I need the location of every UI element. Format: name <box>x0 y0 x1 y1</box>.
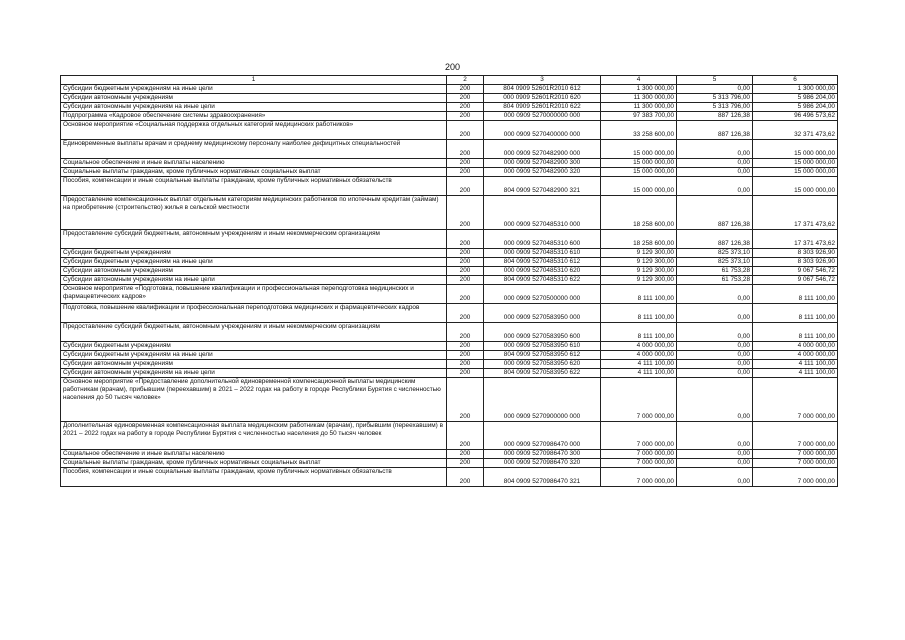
row-value-col5: 0,00 <box>677 378 753 422</box>
page-number: 200 <box>444 62 461 72</box>
row-name: Пособия, компенсации и иные социальные выплаты гражданам, кроме публичных нормативных обязательств <box>61 468 447 487</box>
row-name: Социальные выплаты гражданам, кроме публичных нормативных социальных выплат <box>61 168 447 177</box>
row-name: Субсидии бюджетным учреждениям <box>61 342 447 351</box>
row-code: 200 <box>447 103 484 112</box>
row-name: Подготовка, повышение квалификации и профессиональная переподготовка медицинских и фармацевтических кадров <box>61 304 447 323</box>
row-classification: 000 0909 5270482900 000 <box>484 140 601 159</box>
row-code: 200 <box>447 112 484 121</box>
row-value-col5: 0,00 <box>677 360 753 369</box>
row-value-col5: 887 126,38 <box>677 121 753 140</box>
row-value-col4: 4 000 000,00 <box>601 351 677 360</box>
row-classification: 000 0909 5270485310 620 <box>484 267 601 276</box>
table-row <box>61 177 838 196</box>
row-value-col5: 5 313 796,00 <box>677 103 753 112</box>
row-value-col6: 8 303 926,90 <box>753 249 838 258</box>
table-row <box>61 378 838 422</box>
row-value-col5: 0,00 <box>677 468 753 487</box>
row-name: Субсидии бюджетным учреждениям на иные цели <box>61 85 447 94</box>
row-value-col4: 7 000 000,00 <box>601 459 677 468</box>
column-header: 3 <box>484 76 601 85</box>
row-classification: 000 0909 5270400000 000 <box>484 121 601 140</box>
row-value-col6: 4 111 100,00 <box>753 360 838 369</box>
row-code: 200 <box>447 267 484 276</box>
row-value-col4: 7 000 000,00 <box>601 422 677 450</box>
row-value-col4: 11 300 000,00 <box>601 94 677 103</box>
row-name: Социальное обеспечение и иные выплаты населению <box>61 450 447 459</box>
row-value-col6: 8 111 100,00 <box>753 304 838 323</box>
row-name: Субсидии бюджетным учреждениям <box>61 249 447 258</box>
row-value-col6: 7 000 000,00 <box>753 378 838 422</box>
row-value-col4: 4 000 000,00 <box>601 342 677 351</box>
row-name: Социальные выплаты гражданам, кроме публичных нормативных социальных выплат <box>61 459 447 468</box>
row-name: Основное мероприятие «Социальная поддержка отдельных категорий медицинских работников» <box>61 121 447 140</box>
row-code: 200 <box>447 94 484 103</box>
row-code: 200 <box>447 258 484 267</box>
row-value-col6: 8 111 100,00 <box>753 285 838 304</box>
row-code: 200 <box>447 378 484 422</box>
row-code: 200 <box>447 468 484 487</box>
row-value-col4: 9 129 300,00 <box>601 276 677 285</box>
row-code: 200 <box>447 140 484 159</box>
row-name: Основное мероприятие «Предоставление дополнительной единовременной компенсационной выплаты медицинским работникам (врачам), прибывшим (переехавшим) в 2021 – 2022 годах на работу в городе Республики Бурятия с численностью населения до 50 тысяч человек» <box>61 378 447 422</box>
row-classification: 000 0909 52601R2010 620 <box>484 94 601 103</box>
row-code: 200 <box>447 230 484 249</box>
row-value-col5: 0,00 <box>677 159 753 168</box>
row-code: 200 <box>447 196 484 230</box>
row-classification: 000 0909 5270583950 610 <box>484 342 601 351</box>
row-code: 200 <box>447 276 484 285</box>
table-row <box>61 468 838 487</box>
row-name: Подпрограмма «Кадровое обеспечение системы здравоохранения» <box>61 112 447 121</box>
row-value-col5: 5 313 796,00 <box>677 94 753 103</box>
row-value-col6: 32 371 473,62 <box>753 121 838 140</box>
row-value-col5: 0,00 <box>677 459 753 468</box>
row-name: Субсидии автономным учреждениям <box>61 267 447 276</box>
row-classification: 804 0909 5270583950 612 <box>484 351 601 360</box>
row-name: Субсидии автономным учреждениям на иные цели <box>61 276 447 285</box>
row-value-col4: 1 300 000,00 <box>601 85 677 94</box>
row-value-col4: 18 258 600,00 <box>601 196 677 230</box>
row-value-col4: 33 258 600,00 <box>601 121 677 140</box>
row-name: Субсидии автономным учреждениям <box>61 94 447 103</box>
row-value-col4: 7 000 000,00 <box>601 468 677 487</box>
row-classification: 000 0909 5270986470 320 <box>484 459 601 468</box>
row-value-col6: 8 303 926,90 <box>753 258 838 267</box>
row-value-col5: 0,00 <box>677 450 753 459</box>
row-value-col4: 7 000 000,00 <box>601 450 677 459</box>
row-name: Единовременные выплаты врачам и среднему медицинскому персоналу наиболее дефицитных специальностей <box>61 140 447 159</box>
table-row <box>61 360 838 369</box>
row-value-col4: 15 000 000,00 <box>601 140 677 159</box>
row-name: Субсидии бюджетным учреждениям на иные цели <box>61 351 447 360</box>
row-value-col6: 4 000 000,00 <box>753 342 838 351</box>
row-code: 200 <box>447 249 484 258</box>
row-value-col6: 1 300 000,00 <box>753 85 838 94</box>
row-code: 200 <box>447 323 484 342</box>
row-value-col6: 5 986 204,00 <box>753 103 838 112</box>
row-value-col5: 887 126,38 <box>677 196 753 230</box>
row-value-col4: 9 129 300,00 <box>601 249 677 258</box>
table-row <box>61 140 838 159</box>
table-row <box>61 267 838 276</box>
row-value-col5: 0,00 <box>677 351 753 360</box>
row-classification: 804 0909 5270485310 622 <box>484 276 601 285</box>
column-header: 6 <box>753 76 838 85</box>
row-value-col4: 15 000 000,00 <box>601 177 677 196</box>
table-row <box>61 112 838 121</box>
row-value-col6: 17 371 473,62 <box>753 230 838 249</box>
row-value-col4: 7 000 000,00 <box>601 378 677 422</box>
row-value-col6: 4 000 000,00 <box>753 351 838 360</box>
table-row <box>61 230 838 249</box>
row-value-col5: 0,00 <box>677 304 753 323</box>
row-value-col4: 11 300 000,00 <box>601 103 677 112</box>
row-value-col5: 61 753,28 <box>677 267 753 276</box>
row-code: 200 <box>447 360 484 369</box>
row-value-col4: 8 111 100,00 <box>601 323 677 342</box>
row-value-col5: 825 373,10 <box>677 249 753 258</box>
row-classification: 804 0909 5270482900 321 <box>484 177 601 196</box>
row-value-col4: 18 258 600,00 <box>601 230 677 249</box>
row-value-col4: 15 000 000,00 <box>601 159 677 168</box>
row-value-col6: 15 000 000,00 <box>753 177 838 196</box>
column-header: 1 <box>61 76 447 85</box>
row-classification: 000 0909 5270986470 000 <box>484 422 601 450</box>
row-value-col6: 15 000 000,00 <box>753 168 838 177</box>
row-value-col4: 9 129 300,00 <box>601 267 677 276</box>
row-value-col5: 0,00 <box>677 85 753 94</box>
row-code: 200 <box>447 304 484 323</box>
table-header-row <box>61 76 838 85</box>
row-value-col5: 0,00 <box>677 369 753 378</box>
row-name: Основное мероприятие «Подготовка, повышение квалификации и профессиональная переподготовка медицинских и фармацевтических кадров» <box>61 285 447 304</box>
table-row <box>61 94 838 103</box>
row-value-col6: 4 111 100,00 <box>753 369 838 378</box>
row-classification: 000 0909 5270583950 000 <box>484 304 601 323</box>
row-value-col5: 0,00 <box>677 168 753 177</box>
table-row <box>61 422 838 450</box>
row-name: Субсидии бюджетным учреждениям на иные цели <box>61 258 447 267</box>
row-classification: 000 0909 5270482900 320 <box>484 168 601 177</box>
row-classification: 804 0909 5270986470 321 <box>484 468 601 487</box>
table-row <box>61 249 838 258</box>
row-value-col6: 8 111 100,00 <box>753 323 838 342</box>
row-value-col4: 8 111 100,00 <box>601 304 677 323</box>
row-classification: 000 0909 5270485310 600 <box>484 230 601 249</box>
row-classification: 804 0909 52601R2010 612 <box>484 85 601 94</box>
row-value-col5: 825 373,10 <box>677 258 753 267</box>
row-value-col6: 15 000 000,00 <box>753 159 838 168</box>
row-classification: 000 0909 5270000000 000 <box>484 112 601 121</box>
table-row <box>61 85 838 94</box>
row-value-col6: 15 000 000,00 <box>753 140 838 159</box>
row-code: 200 <box>447 342 484 351</box>
table-row <box>61 103 838 112</box>
row-value-col5: 0,00 <box>677 140 753 159</box>
column-header: 4 <box>601 76 677 85</box>
table-row <box>61 285 838 304</box>
row-classification: 000 0909 5270500000 000 <box>484 285 601 304</box>
row-value-col5: 0,00 <box>677 177 753 196</box>
row-code: 200 <box>447 459 484 468</box>
row-value-col4: 97 383 700,00 <box>601 112 677 121</box>
table-row <box>61 168 838 177</box>
row-name: Субсидии автономным учреждениям на иные цели <box>61 369 447 378</box>
table-row <box>61 323 838 342</box>
table-row <box>61 196 838 230</box>
row-value-col5: 887 126,38 <box>677 112 753 121</box>
row-value-col5: 0,00 <box>677 285 753 304</box>
row-name: Субсидии автономным учреждениям <box>61 360 447 369</box>
column-header: 5 <box>677 76 753 85</box>
row-name: Предоставление субсидий бюджетным, автономным учреждениям и иным некоммерческим организациям <box>61 323 447 342</box>
row-code: 200 <box>447 168 484 177</box>
row-classification: 000 0909 5270485310 000 <box>484 196 601 230</box>
table-row <box>61 258 838 267</box>
row-value-col6: 9 067 546,72 <box>753 276 838 285</box>
row-value-col6: 7 000 000,00 <box>753 468 838 487</box>
table-row <box>61 351 838 360</box>
row-name: Дополнительная единовременная компенсационная выплата медицинским работникам (врачам), прибывшим (переехавшим) в 2021 – 2022 годах на работу в городе Республики Бурятия с численностью населения до 50 тысяч человек <box>61 422 447 450</box>
row-name: Пособия, компенсации и иные социальные выплаты гражданам, кроме публичных нормативных обязательств <box>61 177 447 196</box>
table-row <box>61 304 838 323</box>
row-classification: 000 0909 5270900000 000 <box>484 378 601 422</box>
row-value-col4: 4 111 100,00 <box>601 369 677 378</box>
table-row <box>61 159 838 168</box>
row-name: Предоставление компенсационных выплат отдельным категориям медицинских работников по ипотечным кредитам (займам) на приобретение (строительство) жилья в сельской местности <box>61 196 447 230</box>
table-row <box>61 459 838 468</box>
row-classification: 000 0909 5270482900 300 <box>484 159 601 168</box>
row-classification: 804 0909 52601R2010 622 <box>484 103 601 112</box>
table-row <box>61 369 838 378</box>
row-code: 200 <box>447 450 484 459</box>
row-code: 200 <box>447 121 484 140</box>
row-value-col6: 7 000 000,00 <box>753 422 838 450</box>
row-value-col6: 5 986 204,00 <box>753 94 838 103</box>
row-name: Субсидии автономным учреждениям на иные цели <box>61 103 447 112</box>
table-row <box>61 276 838 285</box>
row-code: 200 <box>447 177 484 196</box>
row-code: 200 <box>447 351 484 360</box>
row-classification: 000 0909 5270583950 600 <box>484 323 601 342</box>
row-value-col5: 887 126,38 <box>677 230 753 249</box>
table-row <box>61 342 838 351</box>
row-value-col5: 0,00 <box>677 323 753 342</box>
row-value-col5: 0,00 <box>677 422 753 450</box>
row-code: 200 <box>447 85 484 94</box>
row-value-col4: 15 000 000,00 <box>601 168 677 177</box>
row-value-col4: 9 129 300,00 <box>601 258 677 267</box>
row-code: 200 <box>447 159 484 168</box>
row-value-col4: 4 111 100,00 <box>601 360 677 369</box>
row-value-col6: 17 371 473,62 <box>753 196 838 230</box>
row-value-col6: 9 067 546,72 <box>753 267 838 276</box>
row-value-col6: 7 000 000,00 <box>753 459 838 468</box>
column-header: 2 <box>447 76 484 85</box>
row-value-col6: 96 496 573,62 <box>753 112 838 121</box>
table-row <box>61 121 838 140</box>
row-value-col5: 61 753,28 <box>677 276 753 285</box>
row-classification: 000 0909 5270986470 300 <box>484 450 601 459</box>
row-value-col4: 8 111 100,00 <box>601 285 677 304</box>
row-code: 200 <box>447 422 484 450</box>
row-name: Предоставление субсидий бюджетным, автономным учреждениям и иным некоммерческим организациям <box>61 230 447 249</box>
table-row <box>61 450 838 459</box>
row-classification: 804 0909 5270485310 612 <box>484 258 601 267</box>
row-classification: 804 0909 5270583950 622 <box>484 369 601 378</box>
row-value-col6: 7 000 000,00 <box>753 450 838 459</box>
row-classification: 000 0909 5270485310 610 <box>484 249 601 258</box>
budget-table <box>60 75 838 487</box>
row-name: Социальное обеспечение и иные выплаты населению <box>61 159 447 168</box>
row-classification: 000 0909 5270583950 620 <box>484 360 601 369</box>
row-code: 200 <box>447 369 484 378</box>
row-code: 200 <box>447 285 484 304</box>
row-value-col5: 0,00 <box>677 342 753 351</box>
